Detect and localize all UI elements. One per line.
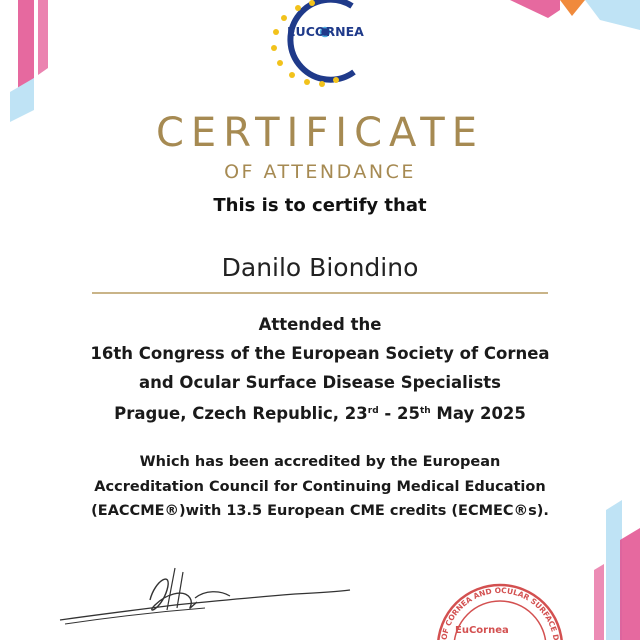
certificate-subtitle: OF ATTENDANCE: [224, 161, 416, 183]
accreditation-line-3: (EACCME®)with 13.5 European CME credits (ECMEC®s).: [91, 503, 549, 519]
top-right-stripe-blue: [585, 0, 640, 30]
attended-line-2: 16th Congress of the European Society of Cornea: [90, 344, 550, 363]
seal-inner-text: EuCornea: [455, 625, 509, 636]
attended-line-1: Attended the: [258, 315, 382, 334]
logo-ring: [290, 0, 354, 80]
certificate-title: CERTIFICATE: [155, 110, 484, 156]
accreditation-line-1: Which has been accredited by the European: [139, 454, 501, 470]
top-left-stripe-pink-2: [38, 0, 48, 75]
event-location-date: Prague, Czech Republic, 23rd - 25th May 2025: [114, 404, 526, 423]
accreditation-block: [0, 450, 640, 524]
bottom-right-stripe-pink: [620, 528, 640, 640]
svg-text:OF CORNEA AND OCULAR SURFACE D: OF CORNEA AND OCULAR SURFACE D: [439, 585, 561, 640]
logo-text: EUCORNEA: [287, 24, 364, 39]
attended-line-3: and Ocular Surface Disease Specialists: [138, 373, 501, 392]
bottom-right-stripe-pink-2: [594, 564, 604, 640]
name-underline: [92, 292, 548, 294]
recipient-name: Danilo Biondino: [221, 253, 419, 282]
top-left-stripe-pink: [18, 0, 34, 92]
eucornea-logo: [262, 0, 384, 92]
top-right-stripe-orange: [560, 0, 585, 16]
attendance-block: [0, 310, 640, 428]
certify-intro: This is to certify that: [213, 195, 427, 216]
accreditation-line-2: Accreditation Council for Continuing Medical Education: [94, 478, 546, 495]
top-right-stripe-pink: [510, 0, 560, 18]
signature: [55, 560, 355, 640]
